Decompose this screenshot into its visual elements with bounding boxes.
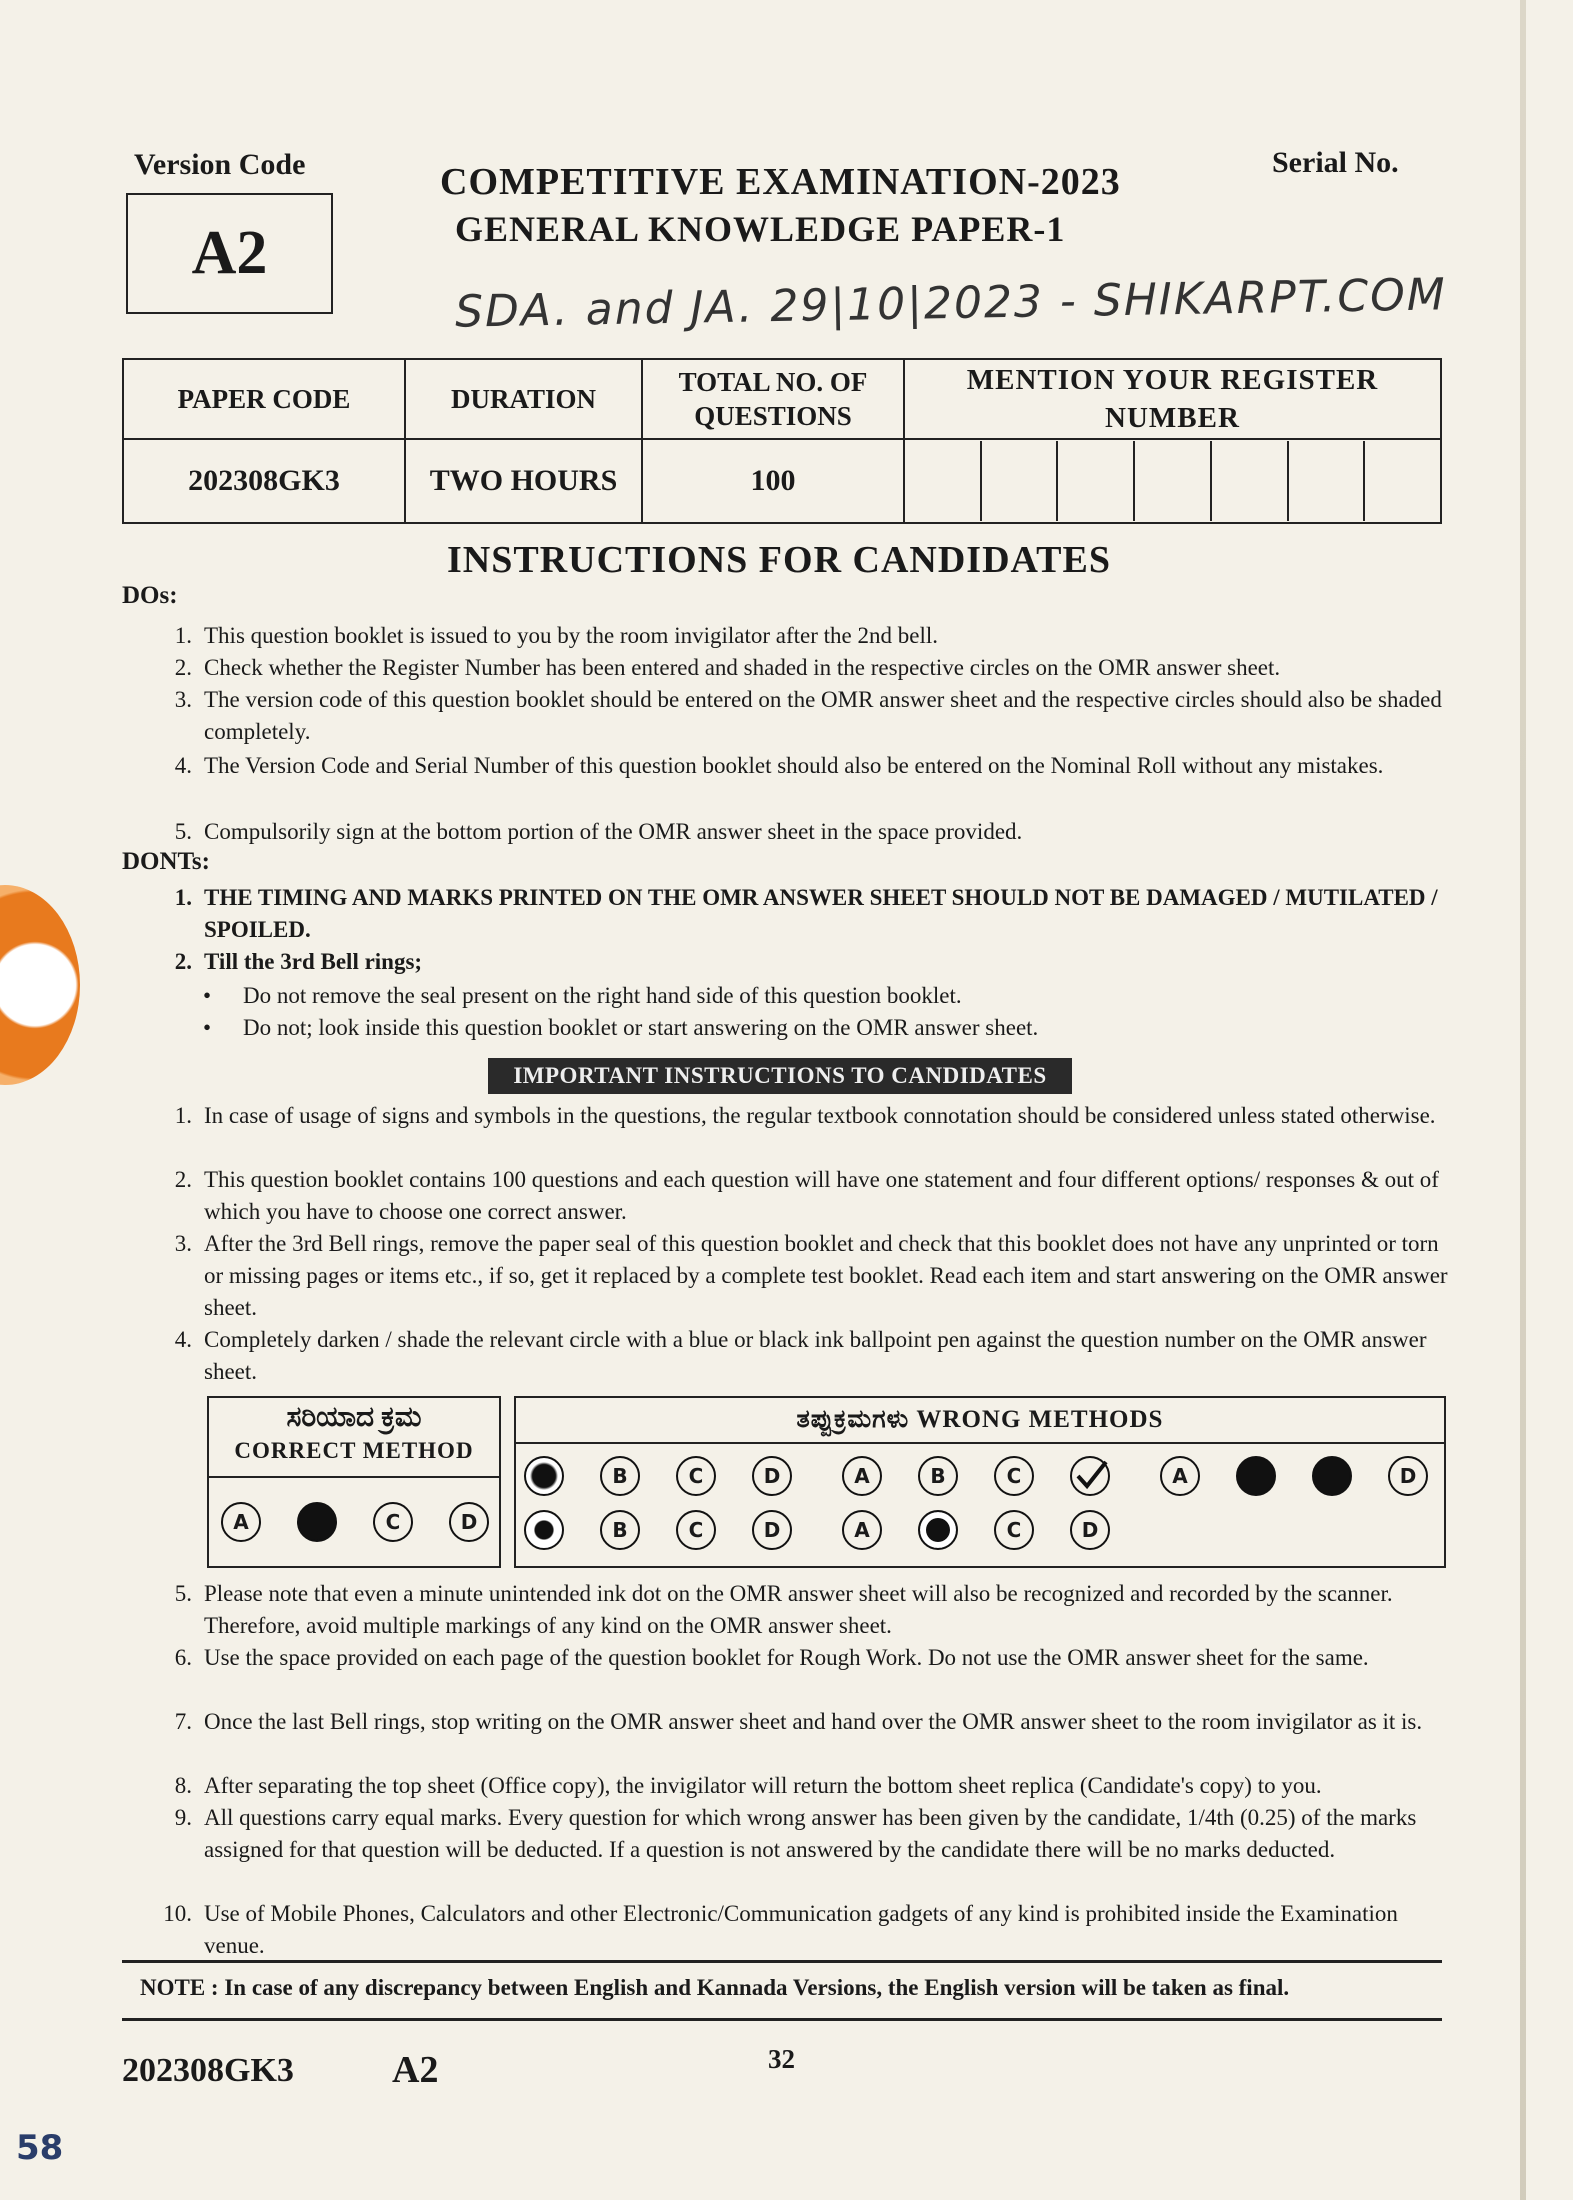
bubble-filled: [1312, 1456, 1352, 1496]
important-item: 6. Use the space provided on each page of the question booklet for Rough Work. Do not use the OMR answer sheet for the same.: [174, 1645, 1369, 1670]
duration-value: TWO HOURS: [405, 439, 642, 523]
donts-item: 2. Till the 3rd Bell rings;: [174, 949, 423, 974]
paper-title: GENERAL KNOWLEDGE PAPER-1: [455, 209, 1066, 249]
version-code-label: Version Code: [134, 148, 306, 181]
donts-bullet: • Do not remove the seal present on the right hand side of this question booklet.: [203, 983, 962, 1008]
bubble-b: B: [600, 1510, 640, 1550]
important-item: 2. This question booklet contains 100 questions and each question will have one statement and four different options/ responses & out of which you have to choose one correct answer.: [174, 1167, 1439, 1224]
note-bottom-rule: [122, 2018, 1442, 2021]
bubble-c: C: [994, 1456, 1034, 1496]
bubble-a: A: [221, 1502, 261, 1542]
correct-method-box: [207, 1396, 501, 1568]
important-item: 4. Completely darken / shade the relevant circle with a blue or black ink ballpoint pen against the question number on the OMR answer sheet.: [174, 1327, 1427, 1384]
side-number: 58: [16, 2128, 64, 2168]
bubble-c: C: [676, 1510, 716, 1550]
bubble-a: A: [842, 1510, 882, 1550]
tick-icon: [1072, 1458, 1108, 1494]
note-top-rule: [122, 1960, 1442, 1963]
important-item: 7. Once the last Bell rings, stop writing on the OMR answer sheet and hand over the OMR answer sheet to the room invigilator as it is.: [174, 1709, 1423, 1734]
correct-method-kannada: ಸರಿಯಾದ ಕ್ರಮ: [286, 1402, 422, 1433]
bubble-c: C: [676, 1456, 716, 1496]
important-item: 10. Use of Mobile Phones, Calculators and other Electronic/Communication gadgets of any kind is prohibited inside the Examination venue.: [163, 1901, 1398, 1958]
dos-heading: DOs:: [122, 582, 178, 609]
dos-item: 1. This question booklet is issued to you by the room invigilator after the 2nd bell.: [174, 623, 938, 648]
important-banner: IMPORTANT INSTRUCTIONS TO CANDIDATES: [488, 1058, 1072, 1094]
bubble-filled: [297, 1502, 337, 1542]
paper-code-header: PAPER CODE: [123, 359, 405, 439]
donts-bullet: • Do not; look inside this question booklet or start answering on the OMR answer sheet.: [203, 1015, 1039, 1040]
correct-method-label: CORRECT METHOD: [234, 1438, 474, 1463]
bubble-d: D: [752, 1456, 792, 1496]
donts-item: 1. THE TIMING AND MARKS PRINTED ON THE OMR ANSWER SHEET SHOULD NOT BE DAMAGED / MUTILATED / SPOILED.: [174, 885, 1438, 942]
donts-heading: DONTs:: [122, 848, 210, 875]
bubble-d: D: [752, 1510, 792, 1550]
wrong-methods-label: ತಪ್ಪುಕ್ರಮಗಳು WRONG METHODS: [516, 1398, 1444, 1444]
dos-item: 4. The Version Code and Serial Number of this question booklet should also be entered on the Nominal Roll without any mistakes.: [174, 753, 1384, 778]
total-questions-value: 100: [642, 439, 904, 523]
serial-label: Serial No.: [1272, 146, 1399, 179]
bubble-filled: [1236, 1456, 1276, 1496]
register-number-header: MENTION YOUR REGISTER NUMBER: [904, 359, 1441, 439]
version-code: A2: [191, 219, 268, 287]
discrepancy-note: NOTE : In case of any discrepancy between English and Kannada Versions, the English version will be taken as final.: [140, 1975, 1290, 2000]
confidential-seal: [0, 885, 80, 1085]
bubble-b: B: [600, 1456, 640, 1496]
important-item: 9. All questions carry equal marks. Every question for which wrong answer has been given by the candidate, 1/4th (0.25) of the marks assigned for that question will be deducted. If a question is not answered by the candidate there will be no marks deducted.: [174, 1805, 1417, 1862]
important-item: 1. In case of usage of signs and symbols in the questions, the regular textbook connotation should be considered unless stated otherwise.: [174, 1103, 1436, 1128]
footer-version: A2: [392, 2049, 439, 2091]
page-number: 32: [768, 2044, 795, 2074]
dos-item: 5. Compulsorily sign at the bottom portion of the OMR answer sheet in the space provided.: [174, 819, 1023, 844]
exam-info-table: [122, 358, 1442, 524]
bubble-a: A: [1160, 1456, 1200, 1496]
handwritten-note: SDA. and JA. 29|10|2023 - SHIKARPT.COM: [454, 269, 1448, 338]
dos-item: 2. Check whether the Register Number has been entered and shaded in the respective circles on the OMR answer sheet.: [174, 655, 1281, 680]
important-item: 8. After separating the top sheet (Office copy), the invigilator will return the bottom sheet replica (Candidate's copy) to you.: [174, 1773, 1322, 1798]
dos-item: 3. The version code of this question booklet should be entered on the OMR answer sheet and the respective circles should also be shaded completely.: [174, 687, 1442, 744]
footer-paper-code: 202308GK3: [122, 2052, 294, 2089]
bubble-a: A: [842, 1456, 882, 1496]
important-item: 3. After the 3rd Bell rings, remove the paper seal of this question booklet and check that this booklet does not have any unprinted or torn or missing pages or items etc., if so, get it replaced by a complete test booklet. Read each item and start answering on the OMR answer sheet.: [174, 1231, 1448, 1320]
bubble-dotted: [524, 1510, 564, 1550]
bubble-d: D: [449, 1502, 489, 1542]
bubble-c: C: [994, 1510, 1034, 1550]
register-number-cells[interactable]: [904, 439, 1441, 523]
wrong-methods-box: [514, 1396, 1446, 1568]
important-item: 5. Please note that even a minute unintended ink dot on the OMR answer sheet will also be recognized and recorded by the scanner. Therefore, avoid multiple markings of any kind on the OMR answer sheet.: [174, 1581, 1393, 1638]
version-code-box: [126, 193, 333, 314]
exam-title: COMPETITIVE EXAMINATION-2023: [440, 161, 1121, 203]
instructions-title: INSTRUCTIONS FOR CANDIDATES: [447, 539, 1111, 581]
duration-header: DURATION: [405, 359, 642, 439]
total-questions-header: TOTAL NO. OF QUESTIONS: [642, 359, 904, 439]
bubble-scribbled: [524, 1456, 564, 1496]
bubble-d: D: [1070, 1510, 1110, 1550]
bubble-c: C: [373, 1502, 413, 1542]
paper-code-value: 202308GK3: [123, 439, 405, 523]
bubble-d: D: [1388, 1456, 1428, 1496]
page-edge: [1520, 0, 1526, 2200]
bubble-b: B: [918, 1456, 958, 1496]
bubble-ticked: [1070, 1456, 1110, 1496]
bubble-ringed: [918, 1510, 958, 1550]
